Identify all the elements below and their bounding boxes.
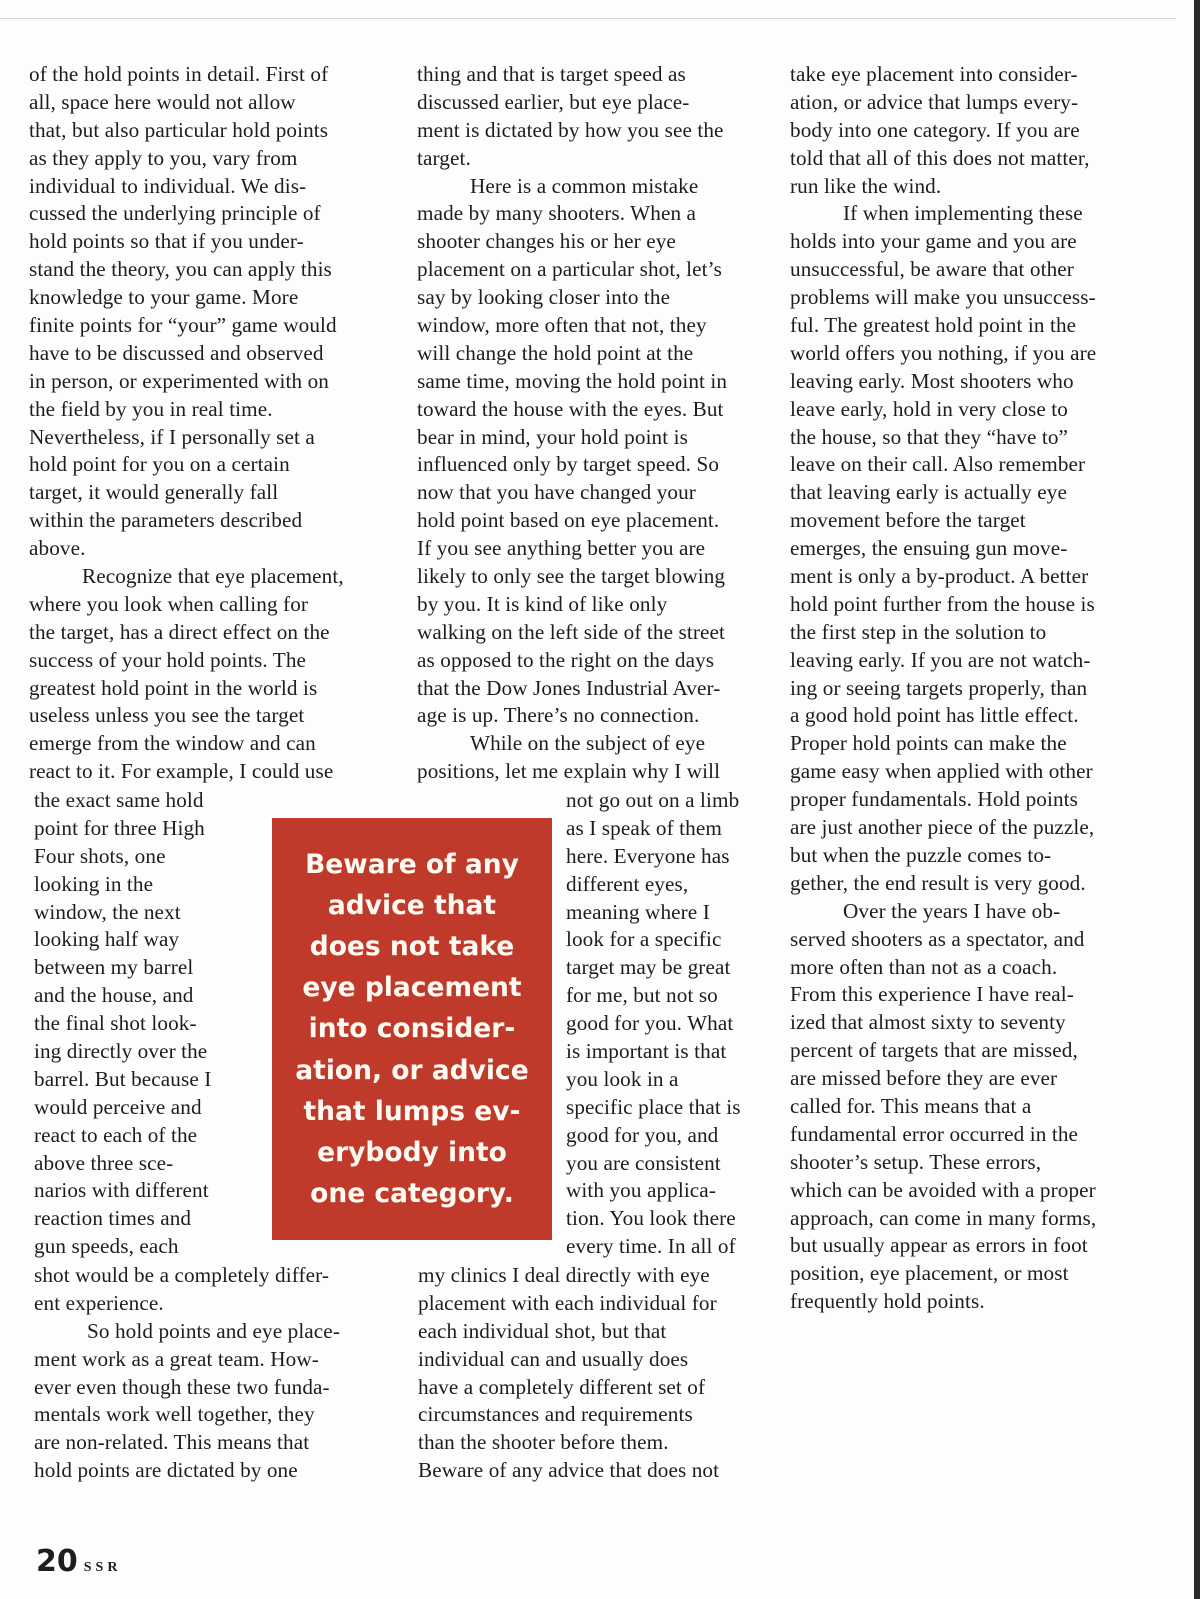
text-line: world offers you nothing, if you are xyxy=(790,340,1097,365)
text-line: walking on the left side of the street xyxy=(417,619,725,644)
text-line: age is up. There’s no connection. xyxy=(417,703,700,728)
text-line: every time. In all of xyxy=(566,1234,736,1259)
text-line: Over the years I have ob- xyxy=(843,898,1061,923)
text-line: hold point based on eye placement. xyxy=(417,508,720,533)
text-line: placement on a particular shot, let’s xyxy=(417,257,722,282)
text-line: While on the subject of eye xyxy=(470,731,706,756)
pull-quote-line: advice that xyxy=(327,889,497,921)
text-line: good for you. What xyxy=(566,1011,734,1036)
text-line: leave early, hold in very close to xyxy=(790,396,1068,421)
column-2-bottom xyxy=(418,1262,719,1485)
text-line: not go out on a limb xyxy=(566,788,740,812)
text-line: fundamental error occurred in the xyxy=(790,1121,1079,1146)
text-line: look for a specific xyxy=(566,927,722,952)
text-line: is important is that xyxy=(566,1039,727,1064)
text-line: Here is a common mistake xyxy=(470,173,699,198)
text-line: hold point for you on a certain xyxy=(29,452,290,477)
text-line: meaning where I xyxy=(566,899,710,924)
pull-quote-line: one category. xyxy=(310,1178,514,1210)
pull-quote-box xyxy=(272,818,552,1240)
text-line: ment is dictated by how you see the xyxy=(417,117,724,142)
text-line: have to be discussed and observed xyxy=(29,340,324,365)
text-line: a good hold point has little effect. xyxy=(790,703,1079,728)
text-line: of the hold points in detail. First of xyxy=(29,62,329,86)
text-line: with you applica- xyxy=(566,1178,716,1203)
text-line: Recognize that eye placement, xyxy=(82,564,344,589)
text-line: more often than not as a coach. xyxy=(790,954,1058,979)
text-line: the first step in the solution to xyxy=(790,619,1047,644)
text-line: which can be avoided with a proper xyxy=(790,1177,1096,1202)
text-line: leaving early. If you are not watch- xyxy=(790,647,1091,672)
text-line: where you look when calling for xyxy=(29,591,309,616)
pull-quote-text xyxy=(295,844,528,1215)
text-line: proper fundamentals. Hold points xyxy=(790,787,1078,812)
magazine-name: SSR xyxy=(83,1560,122,1575)
text-line: likely to only see the target blowing xyxy=(417,564,726,589)
text-line: ent experience. xyxy=(34,1290,164,1315)
text-line: same time, moving the hold point in xyxy=(417,368,728,393)
text-line: you look in a xyxy=(566,1066,679,1091)
text-line: hold point further from the house is xyxy=(790,591,1095,616)
text-line: emerges, the ensuing gun move- xyxy=(790,536,1068,561)
text-line: If you see anything better you are xyxy=(417,536,706,561)
text-line: as they apply to you, vary from xyxy=(29,145,298,170)
text-line: window, more often that not, they xyxy=(417,313,707,338)
text-line: are non-related. This means that xyxy=(34,1430,310,1455)
text-line: in person, or experimented with on xyxy=(29,368,329,393)
column-2-top xyxy=(417,61,727,786)
text-line: made by many shooters. When a xyxy=(417,201,697,226)
text-line: target. xyxy=(417,145,471,170)
text-line: tion. You look there xyxy=(566,1206,736,1231)
text-line: good for you, and xyxy=(566,1122,719,1147)
text-line: bear in mind, your hold point is xyxy=(417,424,688,449)
text-line: percent of targets that are missed, xyxy=(790,1038,1078,1063)
column-2-wrap xyxy=(566,787,741,1261)
text-line: ever even though these two funda- xyxy=(34,1374,330,1399)
text-line: shot would be a completely differ- xyxy=(34,1263,330,1287)
text-line: window, the next xyxy=(34,899,181,924)
text-line: within the parameters described xyxy=(29,508,303,533)
text-line: gether, the end result is very good. xyxy=(790,870,1086,895)
text-line: placement with each individual for xyxy=(418,1290,717,1315)
top-rule xyxy=(0,18,1176,19)
text-line: If when implementing these xyxy=(843,201,1083,226)
text-line: gun speeds, each xyxy=(34,1234,179,1259)
text-line: all, space here would not allow xyxy=(29,89,296,114)
text-line: the final shot look- xyxy=(34,1011,197,1036)
text-line: but when the puzzle comes to- xyxy=(790,842,1052,867)
text-line: the field by you in real time. xyxy=(29,396,273,421)
pull-quote-line: ation, or advice xyxy=(295,1054,529,1086)
text-line: position, eye placement, or most xyxy=(790,1261,1069,1286)
text-line: by you. It is kind of like only xyxy=(417,591,668,616)
text-line: take eye placement into consider- xyxy=(790,62,1078,86)
text-line: mentals work well together, they xyxy=(34,1402,315,1427)
text-line: above three sce- xyxy=(34,1150,174,1175)
text-line: shooter’s setup. These errors, xyxy=(790,1149,1042,1174)
text-line: From this experience I have real- xyxy=(790,982,1074,1007)
text-line: the house, so that they “have to” xyxy=(790,424,1069,449)
text-line: between my barrel xyxy=(34,955,194,980)
text-line: told that all of this does not matter, xyxy=(790,145,1090,170)
text-line: useless unless you see the target xyxy=(29,703,305,728)
text-line: each individual shot, but that xyxy=(418,1318,667,1343)
text-line: that leaving early is actually eye xyxy=(790,480,1067,505)
text-line: that, but also particular hold points xyxy=(29,117,329,142)
text-line: narios with different xyxy=(34,1178,209,1203)
text-line: shooter changes his or her eye xyxy=(417,229,676,254)
text-line: problems will make you unsuccess- xyxy=(790,285,1096,310)
text-line: Beware of any advice that does not xyxy=(418,1458,720,1483)
text-line: circumstances and requirements xyxy=(418,1402,693,1427)
text-line: holds into your game and you are xyxy=(790,229,1077,254)
text-line: influenced only by target speed. So xyxy=(417,452,720,477)
page-edge xyxy=(1194,0,1200,1599)
text-line: ation, or advice that lumps every- xyxy=(790,89,1079,114)
text-line: have a completely different set of xyxy=(418,1374,706,1399)
pull-quote-line: erybody into xyxy=(317,1137,507,1168)
text-line: barrel. But because I xyxy=(34,1066,212,1091)
text-line: that the Dow Jones Industrial Aver- xyxy=(417,675,721,700)
text-line: leaving early. Most shooters who xyxy=(790,368,1074,393)
text-line: stand the theory, you can apply this xyxy=(29,257,332,282)
text-line: than the shooter before them. xyxy=(418,1430,669,1455)
text-line: looking in the xyxy=(34,871,154,896)
text-line: say by looking closer into the xyxy=(417,285,671,310)
text-line: will change the hold point at the xyxy=(417,340,694,365)
column-1-bottom xyxy=(34,1262,340,1485)
text-line: So hold points and eye place- xyxy=(87,1318,340,1343)
text-line: ment work as a great team. How- xyxy=(34,1346,319,1371)
text-line: ing or seeing targets properly, than xyxy=(790,675,1088,700)
page-footer xyxy=(36,1544,121,1579)
text-line: Four shots, one xyxy=(34,843,166,868)
text-line: individual can and usually does xyxy=(418,1346,689,1371)
text-line: are missed before they are ever xyxy=(790,1066,1058,1091)
text-line: knowledge to your game. More xyxy=(29,285,299,310)
text-line: leave on their call. Also remember xyxy=(790,452,1086,477)
text-line: toward the house with the eyes. But xyxy=(417,396,724,421)
text-line: called for. This means that a xyxy=(790,1093,1032,1118)
text-line: discussed earlier, but eye place- xyxy=(417,89,690,114)
pull-quote-line: does not take xyxy=(309,930,515,962)
text-line: different eyes, xyxy=(566,871,689,896)
text-line: are just another piece of the puzzle, xyxy=(790,815,1095,840)
text-line: but usually appear as errors in foot xyxy=(790,1233,1088,1258)
text-line: body into one category. If you are xyxy=(790,117,1080,142)
text-line: specific place that is xyxy=(566,1094,741,1119)
column-3 xyxy=(790,61,1096,1316)
column-1-wrap xyxy=(34,787,211,1261)
text-line: ment is only a by-product. A better xyxy=(790,564,1089,589)
text-line: game easy when applied with other xyxy=(790,759,1093,784)
text-line: finite points for “your” game would xyxy=(29,313,337,338)
text-line: greatest hold point in the world is xyxy=(29,675,318,700)
text-line: approach, can come in many forms, xyxy=(790,1205,1097,1230)
text-line: as I speak of them xyxy=(566,815,722,840)
text-line: point for three High xyxy=(34,815,205,840)
text-line: success of your hold points. The xyxy=(29,647,307,672)
text-line: and the house, and xyxy=(34,983,194,1008)
text-line: served shooters as a spectator, and xyxy=(790,926,1085,951)
text-line: positions, let me explain why I will xyxy=(417,759,721,784)
text-line: here. Everyone has xyxy=(566,843,730,868)
text-line: ized that almost sixty to seventy xyxy=(790,1010,1066,1035)
text-line: target may be great xyxy=(566,955,731,980)
text-line: now that you have changed your xyxy=(417,480,696,505)
text-line: individual to individual. We dis- xyxy=(29,173,307,198)
text-line: ful. The greatest hold point in the xyxy=(790,313,1077,338)
text-line: run like the wind. xyxy=(790,173,942,198)
text-line: emerge from the window and can xyxy=(29,731,316,756)
text-line: would perceive and xyxy=(34,1094,202,1119)
text-line: react to each of the xyxy=(34,1122,198,1147)
text-line: movement before the target xyxy=(790,508,1026,533)
text-line: my clinics I deal directly with eye xyxy=(418,1263,710,1287)
text-line: ing directly over the xyxy=(34,1039,208,1064)
pull-quote-line: eye placement xyxy=(302,972,522,1004)
text-line: the target, has a direct effect on the xyxy=(29,619,330,644)
text-line: looking half way xyxy=(34,927,180,952)
text-line: target, it would generally fall xyxy=(29,480,279,505)
text-line: for me, but not so xyxy=(566,983,718,1008)
pull-quote-line: Beware of any xyxy=(305,848,519,880)
text-line: cussed the underlying principle of xyxy=(29,201,321,226)
text-line: you are consistent xyxy=(566,1150,721,1175)
text-line: reaction times and xyxy=(34,1206,192,1231)
text-line: as opposed to the right on the days xyxy=(417,647,715,672)
pull-quote-line: that lumps ev- xyxy=(303,1095,521,1127)
text-line: react to it. For example, I could use xyxy=(29,759,334,784)
text-line: Proper hold points can make the xyxy=(790,731,1067,756)
page-number: 20 xyxy=(36,1544,78,1579)
column-1-top xyxy=(29,61,344,786)
text-line: frequently hold points. xyxy=(790,1289,985,1314)
text-line: thing and that is target speed as xyxy=(417,62,686,86)
text-line: the exact same hold xyxy=(34,788,204,812)
text-line: hold points so that if you under- xyxy=(29,229,304,254)
text-line: unsuccessful, be aware that other xyxy=(790,257,1074,282)
text-line: Nevertheless, if I personally set a xyxy=(29,424,315,449)
text-line: hold points are dictated by one xyxy=(34,1458,298,1483)
pull-quote-line: into consider- xyxy=(308,1013,516,1045)
text-line: above. xyxy=(29,536,86,561)
